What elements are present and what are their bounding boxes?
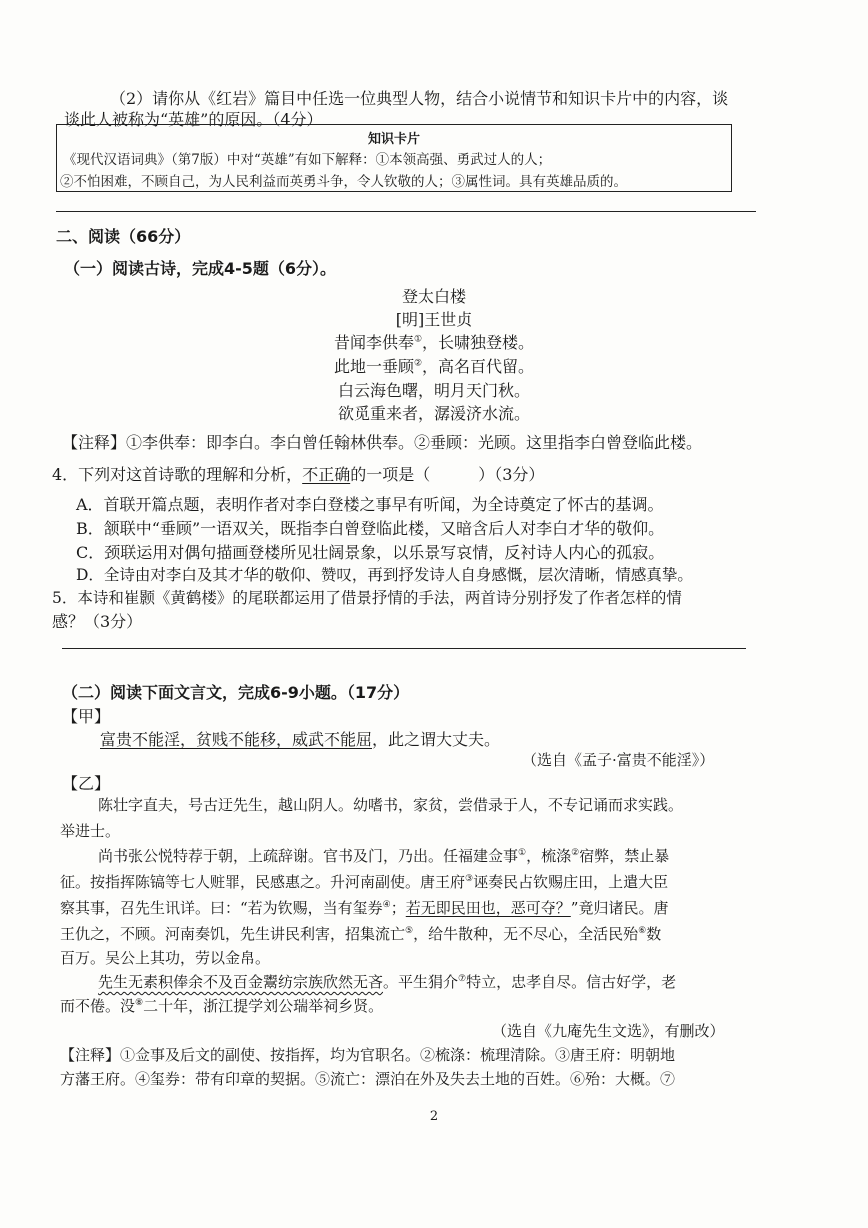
yi-p3-line1: 先生无素积俸余不及百金鬻纺宗族欣然无吝。平生狷介⑦特立，忠孝自尽。信古好学，老 [98,973,677,991]
yi-p3-line2: 而不倦。没⑧二十年，浙江提学刘公瑞举祠乡贤。 [60,997,384,1015]
knowledge-card-title: 知识卡片 [367,132,420,147]
jia-label: 【甲】 [62,707,111,726]
knowledge-card-line1: 《现代汉语词典》（第7版）中对“英雄”有如下解释：①本领高强、勇武过人的人； [63,152,552,168]
yi-source: （选自《九庵先生文选》，有删改） [492,1022,725,1040]
yi-p1-line1: 陈壮字直夫，号古迂先生，越山阴人。幼嗜书，家贫，尝借录于人，不专记诵而求实践。 [98,796,684,814]
q5-line2: 感？（3分） [52,612,143,631]
poem-author: [明]王世贞 [395,310,473,329]
poem-title: 登太白楼 [401,287,466,306]
poem-line-3: 白云海色曙，明月天门秋。 [337,381,530,400]
knowledge-card-line2: ②不怕困难，不顾自己，为人民利益而英勇斗争，令人钦敬的人；③属性词。具有英雄品质的。 [60,174,627,190]
q4-stem: 4．下列对这首诗歌的理解和分析，不正确的一项是（ ）（3分） [52,465,545,484]
section-title: 二、阅读（66分） [56,227,191,246]
q4-option-c: C．颈联运用对偶句描画登楼所见壮阔景象，以乐景写哀情，反衬诗人内心的孤寂。 [76,543,665,562]
jia-text: 富贵不能淫，贫贱不能移，威武不能屈，此之谓大丈夫。 [100,730,501,749]
q4-option-b: B．颔联中“垂顾”一语双关，既指李白曾登临此楼，又暗含后人对李白才华的敬仰。 [76,519,665,538]
q3-part2-line2: 谈此人被称为“英雄”的原因。（4分） [64,110,323,129]
poem-line-2: 此地一垂顾②，高名百代留。 [333,357,535,376]
knowledge-card [56,124,732,192]
divider-top [56,211,756,212]
q3-part2-line1: （2）请你从《红岩》篇目中任选一位典型人物，结合小说情节和知识卡片中的内容，谈 [110,89,729,108]
yi-p1-line2: 举进士。 [60,822,121,840]
yi-p2-line4: 王仇之，不顾。河南奏饥，先生讲民利害，招集流亡⑤，给牛散种，无不尽心，全活民殆⑥数 [60,925,662,943]
q4-option-d: D．全诗由对李白及其才华的敬仰、赞叹，再到抒发诗人自身感慨，层次清晰，情感真挚。 [76,566,693,584]
part2-title: （二）阅读下面文言文，完成6-9小题。（17分） [62,683,410,702]
poem-line-1: 昔闻李供奉①，长啸独登楼。 [333,333,535,352]
yi-note-line2: 方藩王府。④玺券：带有印章的契据。⑤流亡：漂泊在外及失去土地的百姓。⑥殆：大概。⑦ [60,1070,676,1088]
jia-source: （选自《孟子·富贵不能淫》） [522,751,715,769]
divider-middle [62,648,746,649]
q4-option-a: A．首联开篇点题，表明作者对李白登楼之事早有听闻，为全诗奠定了怀古的基调。 [76,495,664,514]
q5-line1: 5．本诗和崔颢《黄鹤楼》的尾联都运用了借景抒情的手法，两首诗分别抒发了作者怎样的情 [52,589,682,607]
poem-line-4: 欲觅重来者，潺湲济水流。 [337,404,530,423]
yi-p2-line5: 百万。吴公上其功，劳以金帛。 [60,949,271,967]
page-number: 2 [429,1109,439,1124]
yi-note-line1: 【注释】①佥事及后文的副使、按指挥，均为官职名。②梳涤：梳理清除。③唐王府：明朝地 [60,1046,676,1064]
yi-p2-line1: 尚书张公悦特荐于朝，上疏辞谢。官书及门，乃出。任福建佥事①，梳涤②宿弊，禁止暴 [98,847,670,865]
poem-note: 【注释】①李供奉：即李白。李白曾任翰林供奉。②垂顾：光顾。这里指李白曾登临此楼。 [62,433,703,452]
part1-title: （一）阅读古诗，完成4-5题（6分）。 [64,259,337,278]
yi-p2-line2: 征。按指挥陈镐等七人赃罪，民感惠之。升河南副使。唐王府③诬奏民占钦赐庄田，上遣大臣 [60,873,669,891]
yi-p2-line3: 察其事，召先生讯详。曰：“若为钦赐，当有玺券④；若无即民田也，恶可夺？”竟归诸民。唐 [60,899,669,917]
yi-label: 【乙】 [62,774,111,793]
